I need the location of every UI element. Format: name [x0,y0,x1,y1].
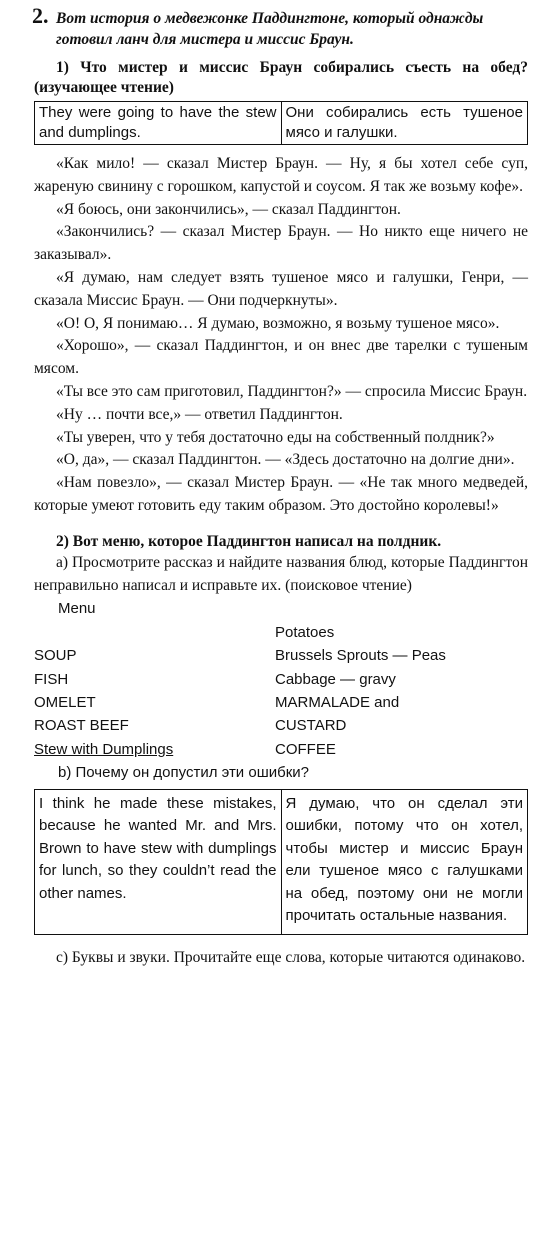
task-a-text: а) Просмотрите рассказ и найдите названия блюд, которые Паддингтон неправильно написал и исправьте их. (поисковое чтение) [34,553,528,594]
story-text [34,153,528,518]
menu-item: OMELET [34,693,96,711]
story-paragraph: «Нам повезло», — сказал Мистер Браун. — «Не так много медведей, которые умеют готовить еду таким образом. Это достойно королевы!» [34,474,528,514]
story-paragraph: «Ты уверен, что у тебя достаточно еды на собственный полдник?» [56,428,495,446]
menu-item: ROAST BEEF [34,717,129,735]
story-paragraph: «О! О, Я понимаю… Я думаю, возможно, я возьму тушеное мясо». [56,314,500,332]
menu-item: Cabbage — gravy [275,670,396,688]
task-header [32,3,528,50]
answer-table-1 [34,101,528,145]
table-row [35,102,528,145]
menu-right-column [275,621,446,761]
menu-item: CUSTARD [275,717,347,735]
menu-item: MARMALADE and [275,693,400,711]
menu-title: Menu [58,600,96,618]
story-paragraph: «Как мило! — сказал Мистер Браун. — Ну, я бы хотел себе суп, жареную свинину с горошком, капустой и соусом. Я так же возьму кофе». [34,155,528,195]
menu-item: SOUP [34,647,77,665]
menu [34,597,528,761]
menu-item: Brussels Sprouts — Peas [275,647,446,665]
answer-ru-cell: Я думаю, что он сделал эти ошибки, потому что он хотел, чтобы мистер и миссис Браун ели тушеное мясо с галушками на обед, поэтому они не могли прочитать остальные названия. [281,789,528,934]
menu-item-underlined: Stew with Dumplings [34,740,174,758]
menu-left-column [34,621,275,761]
task-intro: Вот история о медвежонке Паддингтоне, который однажды готовил ланч для мистера и миссис Браун. [56,10,484,48]
story-paragraph: «Я боюсь, они закончились», — сказал Паддингтон. [56,200,401,218]
menu-columns [34,621,528,761]
answer-table-2 [34,789,528,935]
menu-item: FISH [34,670,69,688]
menu-item: COFFEE [275,740,336,758]
story-paragraph: «О, да», — сказал Паддингтон. — «Здесь достаточно на долгие дни». [56,451,515,469]
task-number: 2. [32,3,49,28]
story-paragraph: «Ты все это сам приготовил, Паддингтон?» — спросила Миссис Браун. [56,382,528,400]
story-paragraph: «Я думаю, нам следует взять тушеное мясо и галушки, Генри, — сказала Миссис Браун. — Они подчеркнуты». [34,268,528,309]
menu-item: Potatoes [275,623,335,641]
table-row [35,789,528,934]
part1-heading: 1) Что мистер и миссис Браун собирались съесть на обед? (изучающее чтение) [34,59,528,96]
story-paragraph: «Закончились? — сказал Мистер Браун. — Но никто еще ничего не заказывал». [34,223,528,264]
answer-en-cell: I think he made these mistakes, because he wanted Mr. and Mrs. Brown to have stew with dumplings for lunch, so they couldn’t read the other names. [35,789,282,934]
answer-ru-cell: Они собирались есть тушеное мясо и галушки. [281,102,528,145]
story-paragraph: «Хорошо», — сказал Паддингтон, и он внес две тарелки с тушеным мясом. [34,337,528,378]
story-paragraph: «Ну … почти все,» — ответил Паддингтон. [56,405,343,423]
part2-heading: 2) Вот меню, которое Паддингтон написал на полдник. [56,532,442,550]
answer-en-cell: They were going to have the stew and dumplings. [35,102,282,145]
task-c-text: с) Буквы и звуки. Прочитайте еще слова, которые читаются одинаково. [56,948,526,966]
task-b-text: b) Почему он допустил эти ошибки? [58,764,309,782]
